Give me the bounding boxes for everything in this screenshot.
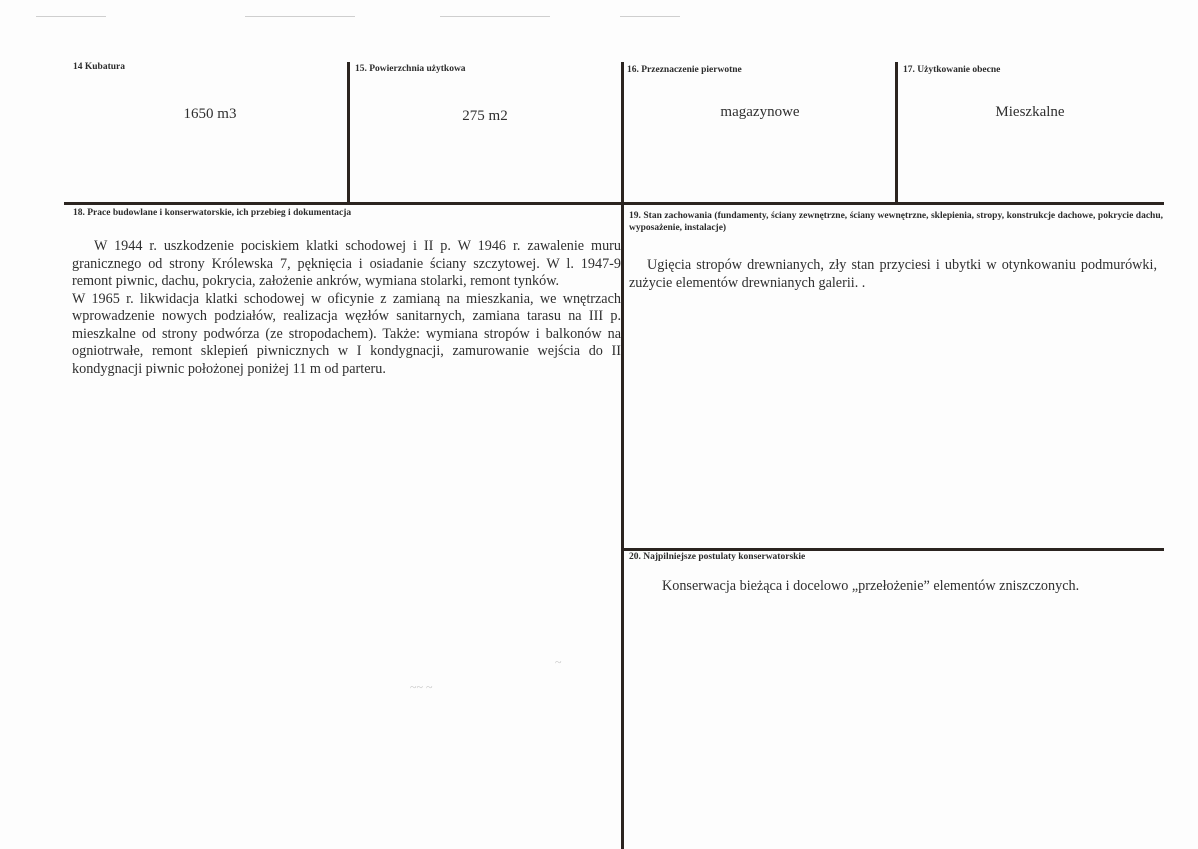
field-18-paragraph-1: W 1944 r. uszkodzenie pociskiem klatki schodowej i II p. W 1946 r. zawalenie muru granicznego od strony Królewska 7, pęknięcia i osiadanie ściany szczytowej. W l. 1947-9 remont piwnic, dachu, pokrycia, założenie ankrów, wymiana stolarki, remont tynków. xyxy=(72,238,621,289)
divider-14-15 xyxy=(347,62,350,202)
field-15-label: 15. Powierzchnia użytkowa xyxy=(355,64,466,74)
bleed-through-mark: ~~ ~ xyxy=(410,680,433,694)
scan-edge-mark xyxy=(245,16,355,17)
field-17-value: Mieszkalne xyxy=(995,104,1065,120)
divider-15-16 xyxy=(621,62,624,204)
row-divider-top xyxy=(64,202,1164,205)
field-18-text xyxy=(72,238,621,378)
field-16-label: 16. Przeznaczenie pierwotne xyxy=(627,65,742,75)
field-14-label: 14 Kubatura xyxy=(73,62,125,72)
scan-edge-mark xyxy=(36,16,106,17)
divider-16-17 xyxy=(895,62,898,204)
field-15-value: 275 m2 xyxy=(462,108,508,124)
scan-edge-mark xyxy=(620,16,680,17)
scan-edge-mark xyxy=(440,16,550,17)
field-20-label: 20. Najpilniejsze postulaty konserwatorskie xyxy=(629,552,806,562)
field-18-paragraph-2: W 1965 r. likwidacja klatki schodowej w oficynie z zamianą na mieszkania, we wnętrzach wprowadzenie nowych podziałów, realizacja węzłów sanitarnych, zamiana tarasu na III p. mieszkalne od strony podwórza (ze stropodachem). Także: wymiana stropów i balkonów na ogniotrwałe, remont sklepień piwnicznych w I kondygnacji, zamurowanie wejścia do II kondygnacji piwnic położonej poniżej 11 m od parteru. xyxy=(72,290,621,377)
column-divider xyxy=(621,204,624,849)
field-16-value: magazynowe xyxy=(720,104,800,120)
field-14-value: 1650 m3 xyxy=(183,106,237,122)
field-19-text: Ugięcia stropów drewnianych, zły stan przyciesi i ubytki w otynkowaniu podmurówki, zużycie elementów drewnianych galerii. . xyxy=(629,257,1157,291)
field-18-label: 18. Prace budowlane i konserwatorskie, ich przebieg i dokumentacja xyxy=(73,208,352,218)
bleed-through-mark: ~ xyxy=(555,655,562,669)
field-19-label: 19. Stan zachowania (fundamenty, ściany zewnętrzne, ściany wewnętrzne, sklepienia, stropy, konstrukcje dachowe, pokrycie dachu, wyposażenie, instalacje) xyxy=(629,211,1163,233)
field-17-label: 17. Użytkowanie obecne xyxy=(903,65,1001,75)
field-20-text: Konserwacja bieżąca i docelowo „przełożenie” elementów zniszczonych. xyxy=(662,578,1080,594)
